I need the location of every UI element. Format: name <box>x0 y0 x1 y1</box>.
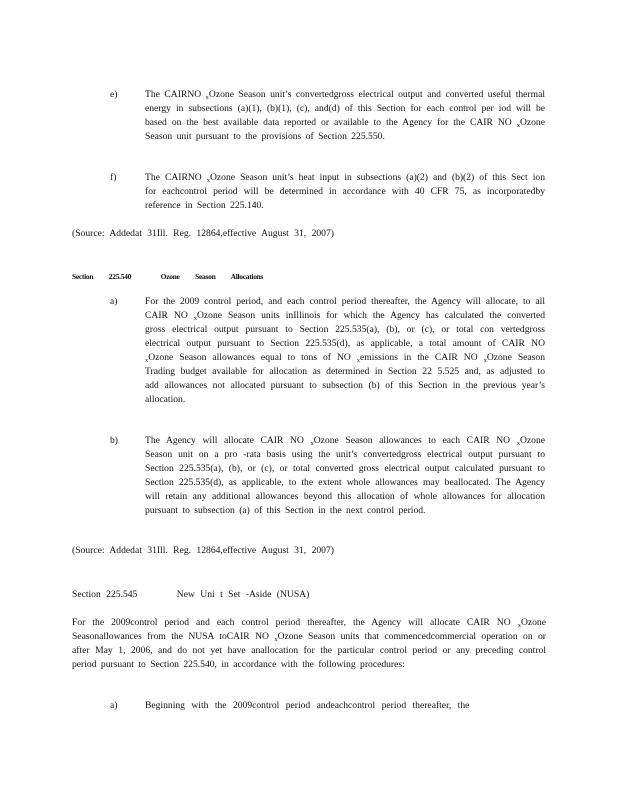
list-marker: e) <box>110 89 118 100</box>
section-title: New Uni t Set -Aside (NUSA) <box>176 589 310 600</box>
section-number: Section 225.545 <box>72 589 138 600</box>
list-item-text: For the 2009 control period, and each control period thereafter, the Agency will allocate, to all CAIR NO $_x$Ozone Season units inIllinois for which the Agency has calculated the converted gross electrical output pursuant to Section 225.535(a), (b), or (c), or total con vertedgross electrical output pursuant to Section 225.535(d), as applicable, a total amount of CAIR NO $_x$Ozone Season allowances equal to tons of NO $_x$emissions in the CAIR NO $_x$Ozone Season Trading budget available for allocation as determined in Section 22 5.525 and, as adjusted to add allowances not allocated pursuant to subsection (b) of this Section in the previous year’s allocation. <box>145 296 545 405</box>
list-marker: b) <box>110 435 118 446</box>
source-note: (Source: Addedat 31Ill. Reg. 12864,effective August 31, 2007) <box>72 228 334 239</box>
section-title: Ozone Season Allocations <box>160 272 264 281</box>
list-item-text: The CAIRNO $_x$Ozone Season unit’s heat input in subsections (a)(2) and (b)(2) of this Sect ion for eachcontrol period will be determined in accordance with 40 CFR 75, as incorporatedby reference in Section 225.140. <box>145 172 545 211</box>
list-marker: a) <box>110 700 118 711</box>
section-number: Section 225.540 <box>72 272 132 281</box>
list-item-b <box>72 434 552 518</box>
list-item-text: The Agency will allocate CAIR NO $_x$Ozone Season allowances to each CAIR NO $_x$Ozone Season unit on a pro -rata basis using the unit’s convertedgross electrical output pursuant to Section 225.535(a), (b), or (c), or total converted gross electrical output calculated pursuant to Section 225.535(d), as applicable, to the extent whole allowances may beallocated. The Agency will retain any additional allowances beyond this allocation of whole allowances for allocation pursuant to subsection (a) of this Section in the next control period. <box>145 435 546 516</box>
list-item-text: Beginning with the 2009control period andeachcontrol period thereafter, the <box>145 700 470 711</box>
list-item-f <box>72 171 552 213</box>
section-heading <box>72 270 263 284</box>
list-marker: a) <box>110 296 118 307</box>
list-item-text: The CAIRNO $_x$Ozone Season unit’s convertedgross electrical output and converted useful thermal energy in subsections (a)(1), (b)(1), (c), and(d) of this Section for each control per iod will be based on the best available data reported or available to the Agency for the CAIR NO $_x$Ozone Season unit pursuant to the provisions of Section 225.550. <box>145 89 545 142</box>
list-item-a <box>72 295 552 407</box>
source-note: (Source: Addedat 31Ill. Reg. 12864,effective August 31, 2007) <box>72 545 334 556</box>
list-item-e <box>72 88 552 144</box>
section-heading <box>72 588 309 602</box>
list-item-a <box>72 699 552 713</box>
list-marker: f) <box>110 172 117 183</box>
section-paragraph: For the 2009control period and each control period thereafter, the Agency will allocate CAIR NO $_x$Ozone Seasonallowances from the NUSA toCAIR NO $_x$Ozone Season units that commencedcommercial operation on or after May 1, 2006, and do not yet have anallocation for the particular control period or any preceding control period pursuant to Section 225.540, in accordance with the following procedures: <box>72 617 546 670</box>
